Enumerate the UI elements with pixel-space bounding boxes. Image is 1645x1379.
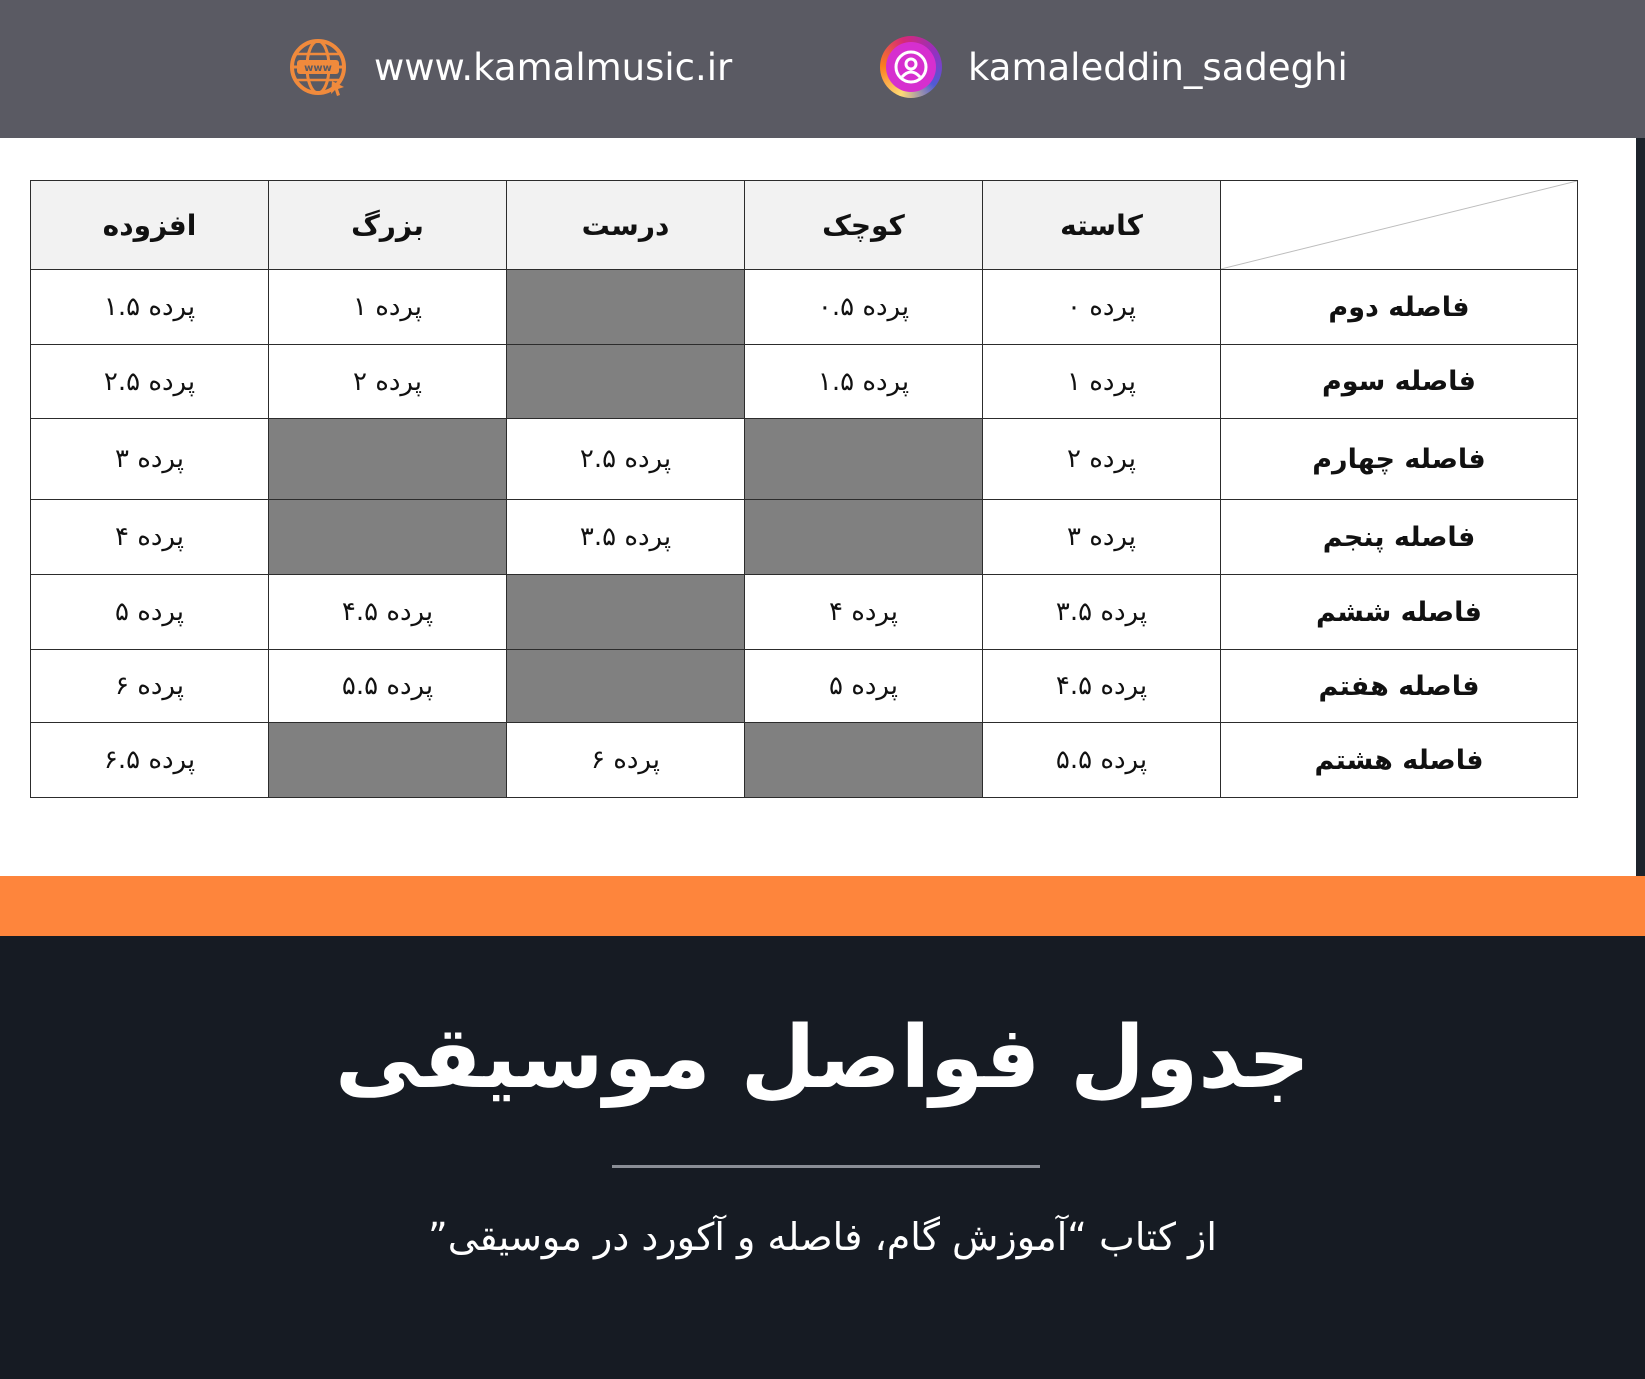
table-cell: ۱ پرده — [983, 345, 1221, 419]
accent-stripe — [0, 876, 1645, 936]
row-header: فاصله هفتم — [1221, 650, 1578, 723]
top-bar — [0, 0, 1645, 138]
row-header: فاصله ششم — [1221, 575, 1578, 650]
table-cell: ۶ پرده — [507, 723, 745, 798]
table-cell: ۶.۵ پرده — [31, 723, 269, 798]
table-cell: ۰ پرده — [983, 270, 1221, 345]
table-cell: ۲.۵ پرده — [507, 419, 745, 500]
table-cell: ۰.۵ پرده — [745, 270, 983, 345]
instagram-text: kamaleddin_sadeghi — [968, 45, 1348, 89]
row-header: فاصله چهارم — [1221, 419, 1578, 500]
table-cell-shaded — [507, 270, 745, 345]
table-cell: ۵.۵ پرده — [269, 650, 507, 723]
table-cell: ۴ پرده — [745, 575, 983, 650]
table-cell-shaded — [507, 575, 745, 650]
svg-text:www: www — [304, 63, 332, 74]
table-cell: ۵ پرده — [745, 650, 983, 723]
table-cell: ۳ پرده — [983, 500, 1221, 575]
table-row — [31, 575, 1578, 650]
page-subtitle: از کتاب “آموزش گام، فاصله و آکورد در موسیقی” — [428, 1215, 1217, 1259]
table-cell: ۵ پرده — [31, 575, 269, 650]
table-cell: ۲ پرده — [983, 419, 1221, 500]
row-header: فاصله دوم — [1221, 270, 1578, 345]
table-cell: ۳.۵ پرده — [507, 500, 745, 575]
table-row — [31, 419, 1578, 500]
table-cell: ۱ پرده — [269, 270, 507, 345]
table-cell: ۱.۵ پرده — [31, 270, 269, 345]
table-cell: ۳ پرده — [31, 419, 269, 500]
table-cell-shaded — [745, 419, 983, 500]
column-header-diminished: کاسته — [983, 181, 1221, 270]
row-header: فاصله هشتم — [1221, 723, 1578, 798]
row-header: فاصله سوم — [1221, 345, 1578, 419]
title-divider — [612, 1165, 1040, 1168]
table-cell: ۴ پرده — [31, 500, 269, 575]
table-row — [31, 270, 1578, 345]
table-cell: ۵.۵ پرده — [983, 723, 1221, 798]
table-cell-shaded — [745, 500, 983, 575]
sheet-edge — [1636, 138, 1645, 876]
table-cell: ۴.۵ پرده — [983, 650, 1221, 723]
table-cell-shaded — [269, 419, 507, 500]
column-header-perfect: درست — [507, 181, 745, 270]
row-header: فاصله پنجم — [1221, 500, 1578, 575]
column-header-augmented: افزوده — [31, 181, 269, 270]
instagram-icon — [880, 36, 942, 98]
table-row — [31, 345, 1578, 419]
table-cell: ۱.۵ پرده — [745, 345, 983, 419]
table-row — [31, 723, 1578, 798]
table-cell: ۲ پرده — [269, 345, 507, 419]
table-cell-shaded — [507, 650, 745, 723]
table-cell: ۴.۵ پرده — [269, 575, 507, 650]
table-row — [31, 500, 1578, 575]
table-cell-shaded — [745, 723, 983, 798]
column-header-major: بزرگ — [269, 181, 507, 270]
table-cell-shaded — [507, 345, 745, 419]
table-sheet — [0, 138, 1636, 876]
table-header-row — [31, 181, 1578, 270]
table-cell: ۳.۵ پرده — [983, 575, 1221, 650]
table-row — [31, 650, 1578, 723]
table-cell: ۶ پرده — [31, 650, 269, 723]
globe-www-icon — [288, 37, 348, 97]
table-cell-shaded — [269, 500, 507, 575]
diagonal-line — [1221, 181, 1577, 269]
corner-cell — [1221, 181, 1578, 270]
table-cell: ۲.۵ پرده — [31, 345, 269, 419]
column-header-minor: کوچک — [745, 181, 983, 270]
table-cell-shaded — [269, 723, 507, 798]
page-title: جدول فواصل موسیقی — [335, 1008, 1310, 1108]
instagram-link[interactable] — [880, 34, 1348, 100]
intervals-table — [30, 180, 1578, 798]
website-text: www.kamalmusic.ir — [374, 45, 733, 89]
website-link[interactable] — [288, 34, 732, 100]
